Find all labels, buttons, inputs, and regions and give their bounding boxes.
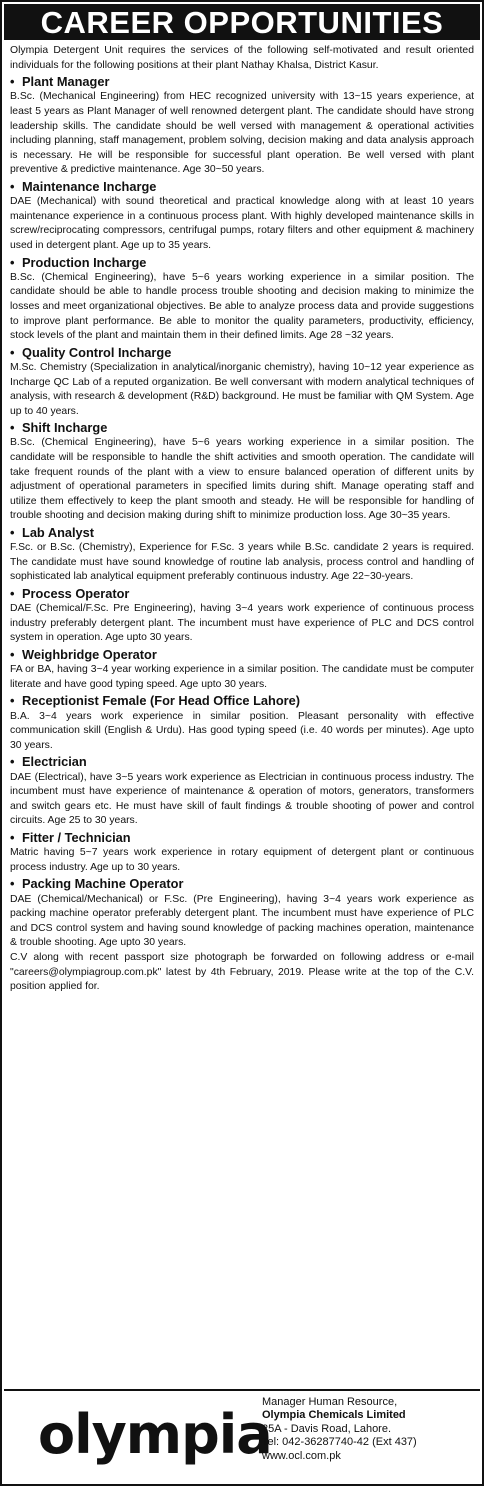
job-description: B.Sc. (Chemical Engineering), have 5~6 years working experience in a similar position. The candidate will be responsible to handle the shift activities and smooth operation. The candidate will take frequent rounds of the plant with a view to ensure balanced operation of different units by adjustment of operational parameters in specified limits during shift. Manage operating staff and utilize them effectively to keep the plant smooth and steady. He will be responsible for handling of trouble shooting and decision making during shift to minimize production loss. Age 30~35 years. [10,437,474,522]
footer [4,1391,480,1482]
company-name: Olympia Chemicals Limited [262,1409,406,1422]
job-plant-manager [10,74,474,178]
job-description: B.Sc. (Chemical Engineering), have 5~6 years working experience in a similar position. The candidate should be able to handle process trouble shooting and decision making to minimize the losses and meet organizational objectives. Be able to analyze process data and provide suggestions to improve plant performance. Be able to monitor the quality parameters, productivity, efficiency, stock levels of the plant and maintain them in their defined limits. Age 28 ~32 years. [10,271,474,342]
job-description: FA or BA, having 3~4 year working experience in a similar position. The candidate must be computer literate and have good typing speed. Age upto 30 years. [10,664,474,690]
job-title-text: Weighbridge Operator [22,647,157,663]
intro-paragraph: Olympia Detergent Unit requires the services of the following self-motivated and result oriented individuals for the following positions at their plant Nathay Khalsa, District Kasur. [10,45,474,71]
website-link[interactable]: www.ocl.com.pk [262,1449,341,1462]
job-quality-control-incharge [10,345,474,420]
contact-address [262,1396,417,1463]
job-receptionist-female [10,693,474,753]
job-shift-incharge [10,420,474,524]
job-title-text: Plant Manager [22,74,110,90]
job-title [10,179,474,195]
job-title [10,754,474,770]
street-address: 25A - Davis Road, Lahore. [262,1422,392,1435]
job-title-text: Lab Analyst [22,525,95,541]
telephone: Tel: 042-36287740-42 (Ext 437) [262,1436,417,1449]
bullet-icon: • [10,344,15,360]
job-description: DAE (Chemical/Mechanical) or F.Sc. (Pre Engineering), having 3~4 years work experience as packing machine operator preferably detergent plant. The incumbent must have experience of PLC and DCS control system and having sound knowledge of packing machines operation, maintenance & trouble shooting. Age upto 30 years. [10,893,474,949]
bullet-icon: • [10,178,15,194]
job-title-text: Quality Control Incharge [22,344,172,360]
job-process-operator [10,586,474,646]
job-title [10,255,474,271]
job-description: DAE (Mechanical) with sound theoretical and practical knowledge along with at least 10 years maintenance experience in a continuous process plant. With highly developed maintenance skills in screw/reciprocating compressors, centrifugal pumps, rotary filters and other equipment & machinery used in detergent plant. Age up to 35 years. [10,196,474,251]
page-title: CAREER OPPORTUNITIES [4,4,480,40]
job-electrician [10,754,474,829]
job-title [10,693,474,709]
job-title [10,876,474,892]
job-title [10,586,474,602]
job-title-text: Maintenance Incharge [22,178,157,194]
job-description: DAE (Chemical/F.Sc. Pre Engineering), having 3~4 years work experience of continuous process industry preferably detergent plant. The incumbent must have experience of PLC and DCS control system in operation. Age upto 30 years. [10,603,474,644]
bullet-icon: • [10,420,15,436]
job-packing-machine-operator [10,876,474,951]
application-instructions: C.V along with recent passport size photograph be forwarded on following address or e-mail "careers@olympiagroup.com.pk" latest by 4th February, 2019. Please write at the top of the C.V. position applied for. [10,951,474,993]
bullet-icon: • [10,525,15,541]
job-title [10,74,474,90]
job-description: B.Sc. (Mechanical Engineering) from HEC recognized university with 13~15 years experience, at least 5 years as Plant Manager of well renowned detergent plant. The candidate should have strong leadership skills. The candidate should be well versed with management & operational activities including planning, staff management, problem solving, decision making and data analysis approach is necessary. He will be responsible for successful plant operation. Be well versed with plant preventive & predictive maintenance. Age 30~50 years. [10,91,474,176]
job-description: B.A. 3~4 years work experience in similar position. Pleasant personality with effective communication skill (English & Urdu). Has good typing speed (i.e. 40 words per minutes). Age upto 30 years. [10,710,474,751]
job-title-text: Receptionist Female (For Head Office Lahore) [22,693,301,709]
job-title [10,647,474,663]
job-title [10,525,474,541]
job-title-text: Fitter / Technician [22,829,131,845]
job-title-text: Production Incharge [22,254,147,270]
bullet-icon: • [10,693,15,709]
olympia-logo: olympia [38,1403,272,1466]
job-title-text: Electrician [22,754,87,770]
job-description: Matric having 5~7 years work experience in rotary equipment of detergent plant or continuous process industry. Age up to 30 years. [10,847,474,873]
contact-title: Manager Human Resource, [262,1396,398,1408]
job-description: M.Sc. Chemistry (Specialization in analytical/inorganic chemistry), having 10~12 year experience as Incharge QC Lab of a reputed organization. Be well conversant with modern analytical techniques of analysis, with research & development (R&D) background. He must be familiar with QM System. Age up to 40 years. [10,361,474,417]
job-weighbridge-operator [10,647,474,692]
ad-body [10,44,474,995]
job-production-incharge [10,255,474,344]
bullet-icon: • [10,647,15,663]
bullet-icon: • [10,876,15,892]
job-title [10,345,474,361]
job-fitter-technician [10,830,474,875]
bullet-icon: • [10,254,15,270]
bullet-icon: • [10,586,15,602]
job-description: DAE (Electrical), have 3~5 years work experience as Electrician in continuous process industry. The incumbent must have experience of maintenance & operation of motors, generators, transformers and switch gears etc. He must have skill of fault findings & trouble shooting of power and control circuits. Age 25 to 30 years. [10,771,474,827]
job-title-text: Shift Incharge [22,420,108,436]
job-title-text: Packing Machine Operator [22,876,184,892]
job-title-text: Process Operator [22,586,130,602]
job-maintenance-incharge [10,179,474,254]
job-title [10,830,474,846]
bullet-icon: • [10,74,15,90]
job-lab-analyst [10,525,474,585]
job-description: F.Sc. or B.Sc. (Chemistry), Experience for F.Sc. 3 years while B.Sc. candidate 2 years is required. The candidate must have sound knowledge of routine lab analysis, process control and handling of sophisticated lab analytical equipment preferably continuous industry. Age 22~30-years. [10,542,474,583]
bullet-icon: • [10,754,15,770]
bullet-icon: • [10,829,15,845]
job-title [10,420,474,436]
